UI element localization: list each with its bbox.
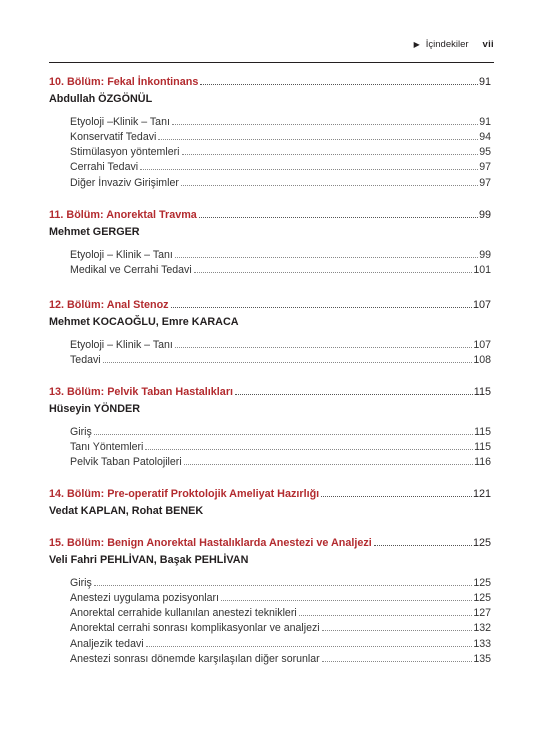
triangle-right-icon: ▶: [413, 40, 420, 49]
entry-page: 97: [479, 176, 491, 189]
toc-entry[interactable]: [70, 576, 491, 591]
toc-entry[interactable]: [70, 176, 491, 191]
entry-page: 125: [473, 576, 491, 589]
chapter-page: 99: [478, 209, 491, 221]
dot-leader: [181, 185, 478, 186]
dot-leader: [94, 585, 473, 586]
entry-page: 127: [473, 607, 491, 620]
entry-label: Giriş: [70, 425, 92, 438]
entry-page: 91: [479, 115, 491, 128]
chapter-title-row[interactable]: [49, 536, 491, 552]
dot-leader: [146, 646, 473, 647]
dot-leader: [172, 124, 478, 125]
header-label: İçindekiler: [425, 39, 469, 50]
chapter-13: [49, 385, 491, 470]
chapter-title-row[interactable]: [49, 75, 491, 91]
chapter-page: 125: [472, 537, 491, 549]
toc-entry[interactable]: [70, 248, 491, 263]
dot-leader: [194, 272, 473, 273]
dot-leader: [374, 545, 472, 546]
entry-page: 135: [473, 652, 491, 665]
entry-label: Medikal ve Cerrahi Tedavi: [70, 263, 192, 276]
toc-entry[interactable]: [70, 591, 491, 606]
entry-label: Etyoloji –Klinik – Tanı: [70, 115, 170, 128]
chapter-authors: Vedat KAPLAN, Rohat BENEK: [49, 504, 204, 517]
section-list: [49, 115, 491, 191]
entry-label: Anorektal cerrahide kullanılan anestezi teknikleri: [70, 607, 297, 620]
chapter-authors: Mehmet GERGER: [49, 225, 140, 238]
section-list: [49, 248, 491, 279]
entry-label: Tedavi: [70, 353, 101, 366]
entry-label: Analjezik tedavi: [70, 637, 144, 650]
dot-leader: [322, 630, 473, 631]
dot-leader: [322, 661, 473, 662]
entry-page: 125: [473, 591, 491, 604]
dot-leader: [321, 496, 472, 497]
entry-label: Etyoloji – Klinik – Tanı: [70, 248, 173, 261]
entry-label: Anorektal cerrahi sonrası komplikasyonlar ve analjezi: [70, 622, 320, 635]
entry-page: 107: [473, 338, 491, 351]
entry-page: 101: [473, 263, 491, 276]
entry-page: 132: [473, 622, 491, 635]
entry-label: Anestezi sonrası dönemde karşılaşılan diğer sorunlar: [70, 652, 320, 665]
entry-page: 115: [474, 425, 491, 438]
toc-entry[interactable]: [70, 652, 491, 667]
toc-entry[interactable]: [70, 338, 491, 353]
chapter-page: 107: [472, 299, 491, 311]
chapter-authors: Veli Fahri PEHLİVAN, Başak PEHLİVAN: [49, 553, 249, 566]
section-list: [49, 338, 491, 369]
chapter-title: 15. Bölüm: Benign Anorektal Hastalıklarda Anestezi ve Analjezi: [49, 537, 372, 549]
toc-entry[interactable]: [70, 115, 491, 130]
dot-leader: [235, 394, 473, 395]
chapter-title-row[interactable]: [49, 208, 491, 224]
toc-entry[interactable]: [70, 160, 491, 175]
entry-label: Konservatif Tedavi: [70, 130, 157, 143]
entry-page: 94: [479, 130, 491, 143]
entry-page: 108: [473, 353, 491, 366]
chapter-title: 10. Bölüm: Fekal İnkontinans: [49, 76, 199, 88]
entry-label: Cerrahi Tedavi: [70, 161, 139, 174]
dot-leader: [158, 139, 478, 140]
toc-entry[interactable]: [70, 606, 491, 621]
chapter-title-row[interactable]: [49, 487, 491, 503]
dot-leader: [140, 169, 478, 170]
entry-page: 116: [474, 456, 491, 469]
chapter-authors: Mehmet KOCAOĞLU, Emre KARACA: [49, 315, 239, 328]
toc-entry[interactable]: [70, 455, 491, 470]
dot-leader: [184, 464, 473, 465]
toc-entry[interactable]: [70, 353, 491, 368]
header-rule: [49, 62, 494, 63]
chapter-page: 121: [472, 488, 491, 500]
entry-label: Tanı Yöntemleri: [70, 440, 144, 453]
chapter-15: [49, 536, 491, 667]
dot-leader: [145, 449, 473, 450]
dot-leader: [175, 257, 478, 258]
running-header: [414, 39, 494, 50]
chapter-title-row[interactable]: [49, 385, 491, 401]
dot-leader: [221, 600, 472, 601]
dot-leader: [103, 362, 473, 363]
chapter-title: 11. Bölüm: Anorektal Travma: [49, 209, 197, 221]
dot-leader: [94, 434, 473, 435]
entry-label: Diğer İnvaziv Girişimler: [70, 176, 179, 189]
section-list: [49, 576, 491, 668]
dot-leader: [182, 154, 479, 155]
chapter-page: 91: [478, 76, 491, 88]
chapter-authors: Hüseyin YÖNDER: [49, 402, 140, 415]
toc-entry[interactable]: [70, 637, 491, 652]
dot-leader: [200, 84, 478, 85]
toc-entry[interactable]: [70, 621, 491, 636]
entry-page: 99: [479, 248, 491, 261]
toc-entry[interactable]: [70, 263, 491, 278]
entry-label: Pelvik Taban Patolojileri: [70, 456, 182, 469]
header-page-number: vii: [482, 39, 494, 50]
entry-page: 133: [473, 637, 491, 650]
chapter-title-row[interactable]: [49, 298, 491, 314]
dot-leader: [199, 217, 478, 218]
toc-entry[interactable]: [70, 145, 491, 160]
toc-entry[interactable]: [70, 425, 491, 440]
chapter-10: [49, 75, 491, 191]
dot-leader: [171, 307, 472, 308]
entry-label: Anestezi uygulama pozisyonları: [70, 591, 219, 604]
entry-label: Giriş: [70, 576, 92, 589]
entry-page: 97: [479, 161, 491, 174]
toc-entry[interactable]: [70, 130, 491, 145]
entry-label: Stimülasyon yöntemleri: [70, 146, 180, 159]
dot-leader: [299, 615, 473, 616]
chapter-14: [49, 487, 491, 519]
chapter-11: [49, 208, 491, 278]
chapter-title: 12. Bölüm: Anal Stenoz: [49, 299, 169, 311]
entry-page: 115: [474, 440, 491, 453]
section-list: [49, 425, 491, 471]
entry-page: 95: [479, 146, 491, 159]
entry-label: Etyoloji – Klinik – Tanı: [70, 338, 173, 351]
chapter-12: [49, 298, 491, 368]
dot-leader: [175, 347, 472, 348]
chapter-title: 13. Bölüm: Pelvik Taban Hastalıkları: [49, 386, 234, 398]
chapter-page: 115: [473, 386, 491, 398]
chapter-authors: Abdullah ÖZGÖNÜL: [49, 92, 153, 105]
chapter-title: 14. Bölüm: Pre-operatif Proktolojik Ameliyat Hazırlığı: [49, 488, 320, 500]
toc-entry[interactable]: [70, 440, 491, 455]
